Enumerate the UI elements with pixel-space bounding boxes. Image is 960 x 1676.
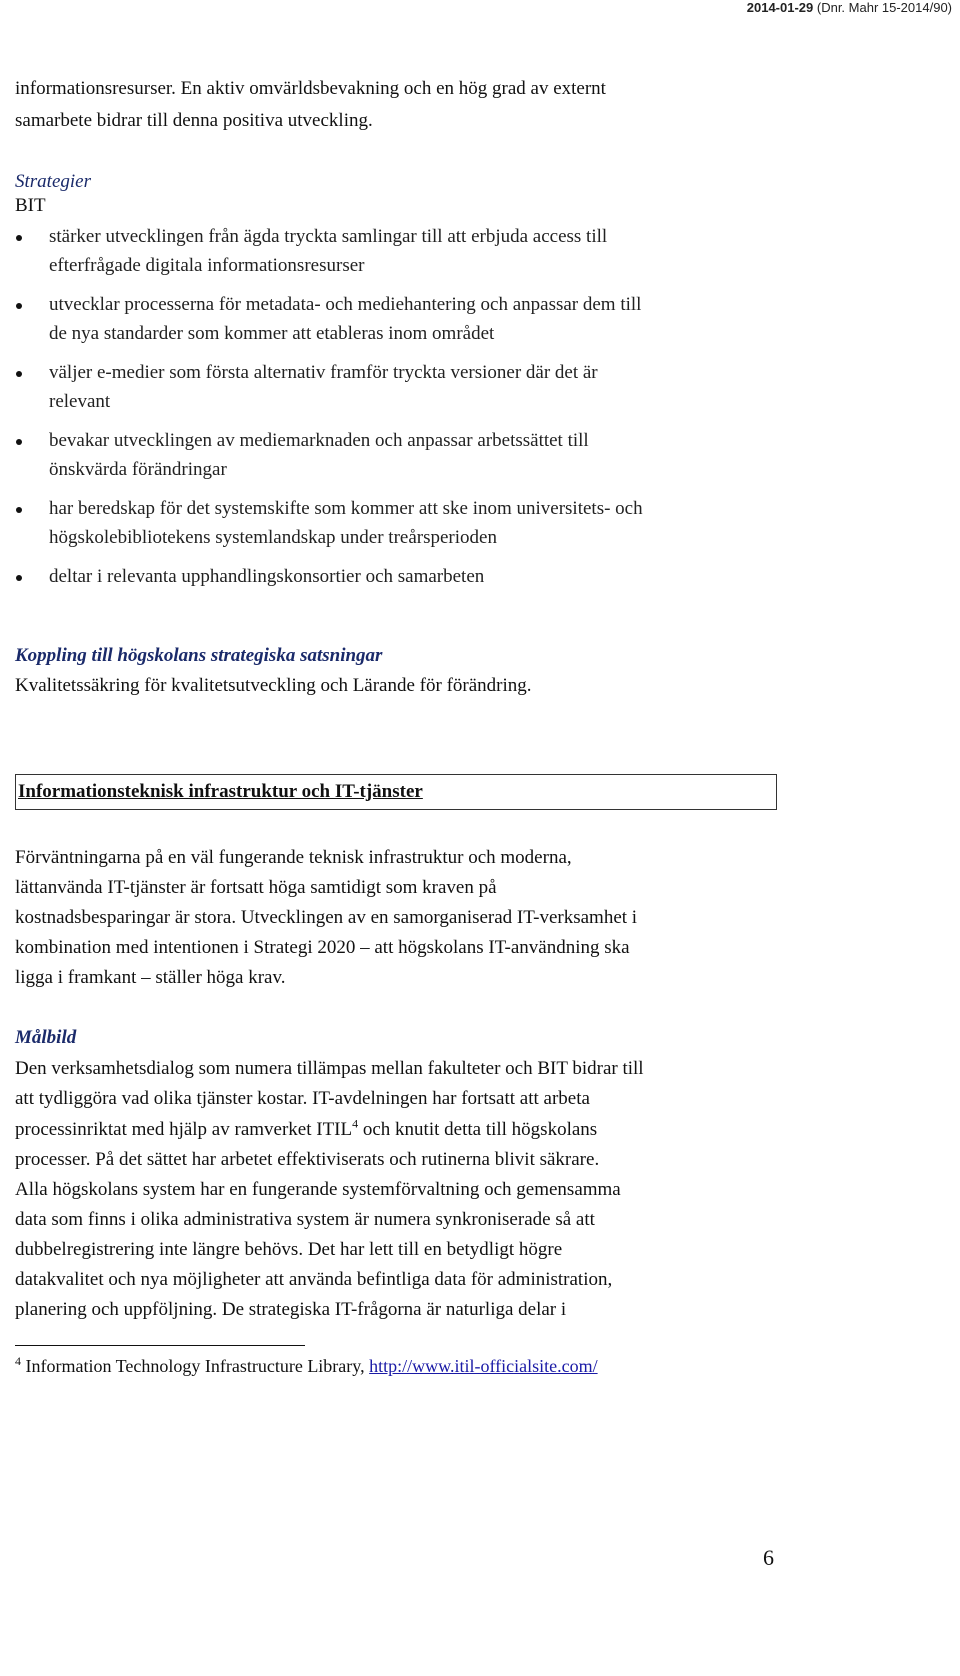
bullet-line: väljer e-medier som första alternativ framför tryckta versioner där det är bbox=[49, 362, 598, 383]
malbild-itil-text-after: och knutit detta till högskolans bbox=[358, 1119, 598, 1140]
malbild-line: Den verksamhetsdialog som numera tillämpas mellan fakulteter och BIT bidrar till bbox=[15, 1058, 644, 1079]
malbild-heading: Målbild bbox=[15, 1027, 77, 1048]
section-paragraph-line: kostnadsbesparingar är stora. Utvecklingen av en samorganiserad IT-verksamhet i bbox=[15, 907, 638, 928]
footnote bbox=[15, 1356, 598, 1377]
bullet-icon bbox=[16, 371, 22, 377]
page-header bbox=[747, 0, 952, 15]
list-item bbox=[15, 562, 815, 591]
bullet-line: relevant bbox=[49, 391, 111, 412]
bullet-icon bbox=[16, 575, 22, 581]
section-paragraph-line: lättanvända IT-tjänster är fortsatt höga samtidigt som kraven på bbox=[15, 877, 497, 898]
list-item bbox=[15, 494, 815, 552]
bullet-line: högskolebibliotekens systemlandskap under treårsperioden bbox=[49, 527, 497, 548]
koppling-heading: Koppling till högskolans strategiska satsningar bbox=[15, 645, 383, 666]
malbild-itil-text: processinriktat med hjälp av ramverket ITIL bbox=[15, 1119, 353, 1140]
list-item bbox=[15, 290, 815, 348]
bullet-line: har beredskap för det systemskifte som kommer att ske inom universitets- och bbox=[49, 498, 643, 519]
section-paragraph-line: ligga i framkant – ställer höga krav. bbox=[15, 967, 286, 988]
malbild-line: datakvalitet och nya möjligheter att använda befintliga data för administration, bbox=[15, 1269, 613, 1290]
malbild-line: Alla högskolans system har en fungerande systemförvaltning och gemensamma bbox=[15, 1179, 621, 1200]
bullet-line: utvecklar processerna för metadata- och mediehantering och anpassar dem till bbox=[49, 294, 642, 315]
intro-line-1: informationsresurser. En aktiv omvärldsbevakning och en hög grad av externt bbox=[15, 78, 606, 99]
header-date: 2014-01-29 bbox=[746, 0, 814, 15]
bullet-line: de nya standarder som kommer att etableras inom området bbox=[49, 323, 495, 344]
strategier-subject: BIT bbox=[15, 195, 46, 216]
section-heading-box bbox=[15, 774, 777, 810]
malbild-line: planering och uppföljning. De strategiska IT-frågorna är naturliga delar i bbox=[15, 1299, 567, 1320]
bullet-line: bevakar utvecklingen av mediemarknaden och anpassar arbetssättet till bbox=[49, 430, 589, 451]
list-item bbox=[15, 222, 815, 280]
bullet-line: efterfrågade digitala informationsresurser bbox=[49, 255, 365, 276]
bullet-line: deltar i relevanta upphandlingskonsortier och samarbeten bbox=[49, 566, 485, 587]
page-number: 6 bbox=[763, 1545, 774, 1570]
list-item bbox=[15, 358, 815, 416]
malbild-line: processer. På det sättet har arbetet effektiviserats och rutinerna blivit säkrare. bbox=[15, 1149, 600, 1170]
malbild-itil-line bbox=[15, 1114, 597, 1146]
footnote-reference: 4 bbox=[352, 1116, 359, 1131]
footnote-divider bbox=[15, 1345, 305, 1346]
section-heading: Informationsteknisk infrastruktur och IT-tjänster bbox=[18, 781, 423, 802]
malbild-line: dubbelregistrering inte längre behövs. Det har lett till en betydligt högre bbox=[15, 1239, 563, 1260]
section-paragraph-line: kombination med intentionen i Strategi 2020 – att högskolans IT-användning ska bbox=[15, 937, 630, 958]
malbild-line: data som finns i olika administrativa system är numera synkroniserade så att bbox=[15, 1209, 595, 1230]
malbild-line: att tydliggöra vad olika tjänster kostar. IT-avdelningen har fortsatt att arbeta bbox=[15, 1088, 590, 1109]
koppling-text: Kvalitetssäkring för kvalitetsutveckling och Lärande för förändring. bbox=[15, 675, 532, 696]
bullet-icon bbox=[16, 303, 22, 309]
intro-line-2: samarbete bidrar till denna positiva utveckling. bbox=[15, 110, 373, 131]
list-item bbox=[15, 426, 815, 484]
bullet-icon bbox=[16, 439, 22, 445]
bullet-icon bbox=[16, 507, 22, 513]
footnote-link[interactable]: http://www.itil-officialsite.com/ bbox=[369, 1356, 598, 1376]
bullet-line: stärker utvecklingen från ägda tryckta samlingar till att erbjuda access till bbox=[49, 226, 608, 247]
strategy-bullet-list bbox=[15, 222, 815, 601]
header-reference: (Dnr. Mahr 15-2014/90) bbox=[816, 0, 952, 15]
footnote-number: 4 bbox=[15, 1354, 21, 1368]
bullet-line: önskvärda förändringar bbox=[49, 459, 227, 480]
bullet-icon bbox=[16, 235, 22, 241]
strategier-heading: Strategier bbox=[15, 171, 91, 192]
footnote-text: Information Technology Infrastructure Library, bbox=[21, 1356, 370, 1376]
section-paragraph-line: Förväntningarna på en väl fungerande teknisk infrastruktur och moderna, bbox=[15, 847, 572, 868]
